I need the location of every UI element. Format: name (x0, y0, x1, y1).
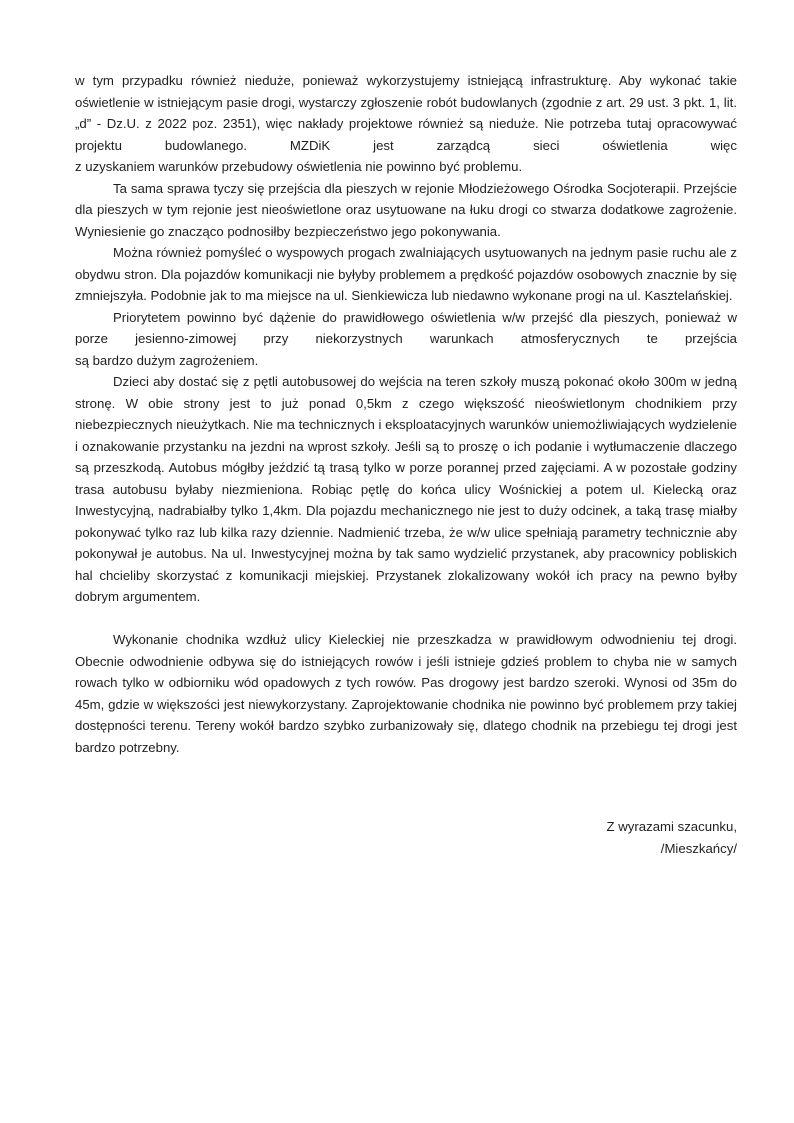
closing-block (75, 816, 737, 859)
closing-signature: /Mieszkańcy/ (660, 840, 737, 856)
paragraph-lighting-priority: Priorytetem powinno być dążenie do prawidłowego oświetlenia w/w przejść dla pieszych, ponieważ w porze jesienno-zimowej przy niekorzystnych warunkach atmosferycznych te przejścia (75, 309, 737, 346)
paragraph-speed-bumps: Można również pomyśleć o wyspowych progach zwalniających usytuowanych na jednym pasie ruchu ale z obydwu stron. Dla pojazdów komunikacji nie byłyby problemem a prędkość pojazdów osobowych znacznie by się zmniejszyła. Podobnie jak to ma miejsce na ul. Sienkiewicza lub niedawno wykonane progi na ul. Kasztelańskiej. (75, 245, 737, 303)
paragraph-pedestrian-crossing: Ta sama sprawa tyczy się przejścia dla pieszych w rejonie Młodzieżowego Ośrodka Socjoterapii. Przejście dla pieszych w tym rejonie jest nieoświetlone oraz usytuowane na łuku drogi co stwarza dodatkowe zagrożenie. Wyniesienie go znacząco podnosiłby bezpieczeństwo jego pokonywania. (75, 180, 737, 239)
paragraph-lighting-costs-continuation: z uzyskaniem warunków przebudowy oświetlenia nie powinno być problemu. (75, 159, 523, 174)
paragraph-lighting-priority-continuation: są bardzo dużym zagrożeniem. (75, 352, 259, 368)
closing-salutation: Z wyrazami szacunku, (606, 819, 737, 834)
paragraph-lighting-costs: w tym przypadku również nieduże, ponieważ wykorzystujemy istniejącą infrastrukturę. Aby wykonać takie oświetlenie w istniejącym pasie drogi, wystarczy zgłoszenie robót budowlanych (zgodnie z art. 29 ust. 3 pkt. 1, lit. „d” - Dz.U. z 2022 poz. 2351), więc nakłady projektowe również są nieduże. Nie potrzeba tutaj opracowywać projektu budowlanego. MZDiK jest zarządcą sieci oświetlenia więc (75, 73, 737, 153)
paragraph-bus-route: Dzieci aby dostać się z pętli autobusowej do wejścia na teren szkoły muszą pokonać około 300m w jedną stronę. W obie strony jest to już ponad 0,5km z czego większość nieoświetlonym chodnikiem przy niebezpiecznych nieużytkach. Nie ma technicznych i eksploatacyjnych warunków uniemożliwiających wydzielenie i oznakowanie przystanku na jezdni na wprost szkoły. Jeśli są to proszę o ich podanie i wytłumaczenie dlaczego są przeszkodą. Autobus mógłby jeździć tą trasą tylko w porze porannej przed zajęciami. A w pozostałe godziny trasa autobusu byłaby niezmieniona. Robiąc pętlę do końca ulicy Wośnickiej a potem ul. Kielecką oraz Inwestycyjną, nadrabiałby tylko 1,4km. Dla pojazdu mechanicznego nie jest to duży odcinek, a taką trasę miałby pokonywać tylko raz lub kilka razy dziennie. Nadmienić trzeba, że w/w ulice spełniają parametry technicznie aby pokonywał je autobus. Na ul. Inwestycyjnej można by tak samo wydzielić przystanek, aby pracownicy pobliskich hal chcieliby skorzystać z komunikacji miejskiej. Przystanek zlokalizowany wokół ich pracy na pewno byłby dobrym argumentem. (75, 374, 737, 604)
letter-body (75, 70, 737, 859)
paragraph-sidewalk: Wykonanie chodnika wzdłuż ulicy Kieleckiej nie przeszkadza w prawidłowym odwodnieniu tej drogi. Obecnie odwodnienie odbywa się do istniejących rowów i jeśli istnieje gdzieś problem to chyba nie w samych rowach tylko w odbiorniku wód opadowych z tych rowów. Pas drogowy jest bardzo szeroki. Wynosi od 35m do 45m, gdzie w większości jest niewykorzystany. Zaprojektowanie chodnika nie powinno być problemem przy takiej dostępności terenu. Tereny wokół bardzo szybko zurbanizowały się, dlatego chodnik na przebiegu tej drogi jest bardzo potrzebny. (75, 632, 737, 755)
